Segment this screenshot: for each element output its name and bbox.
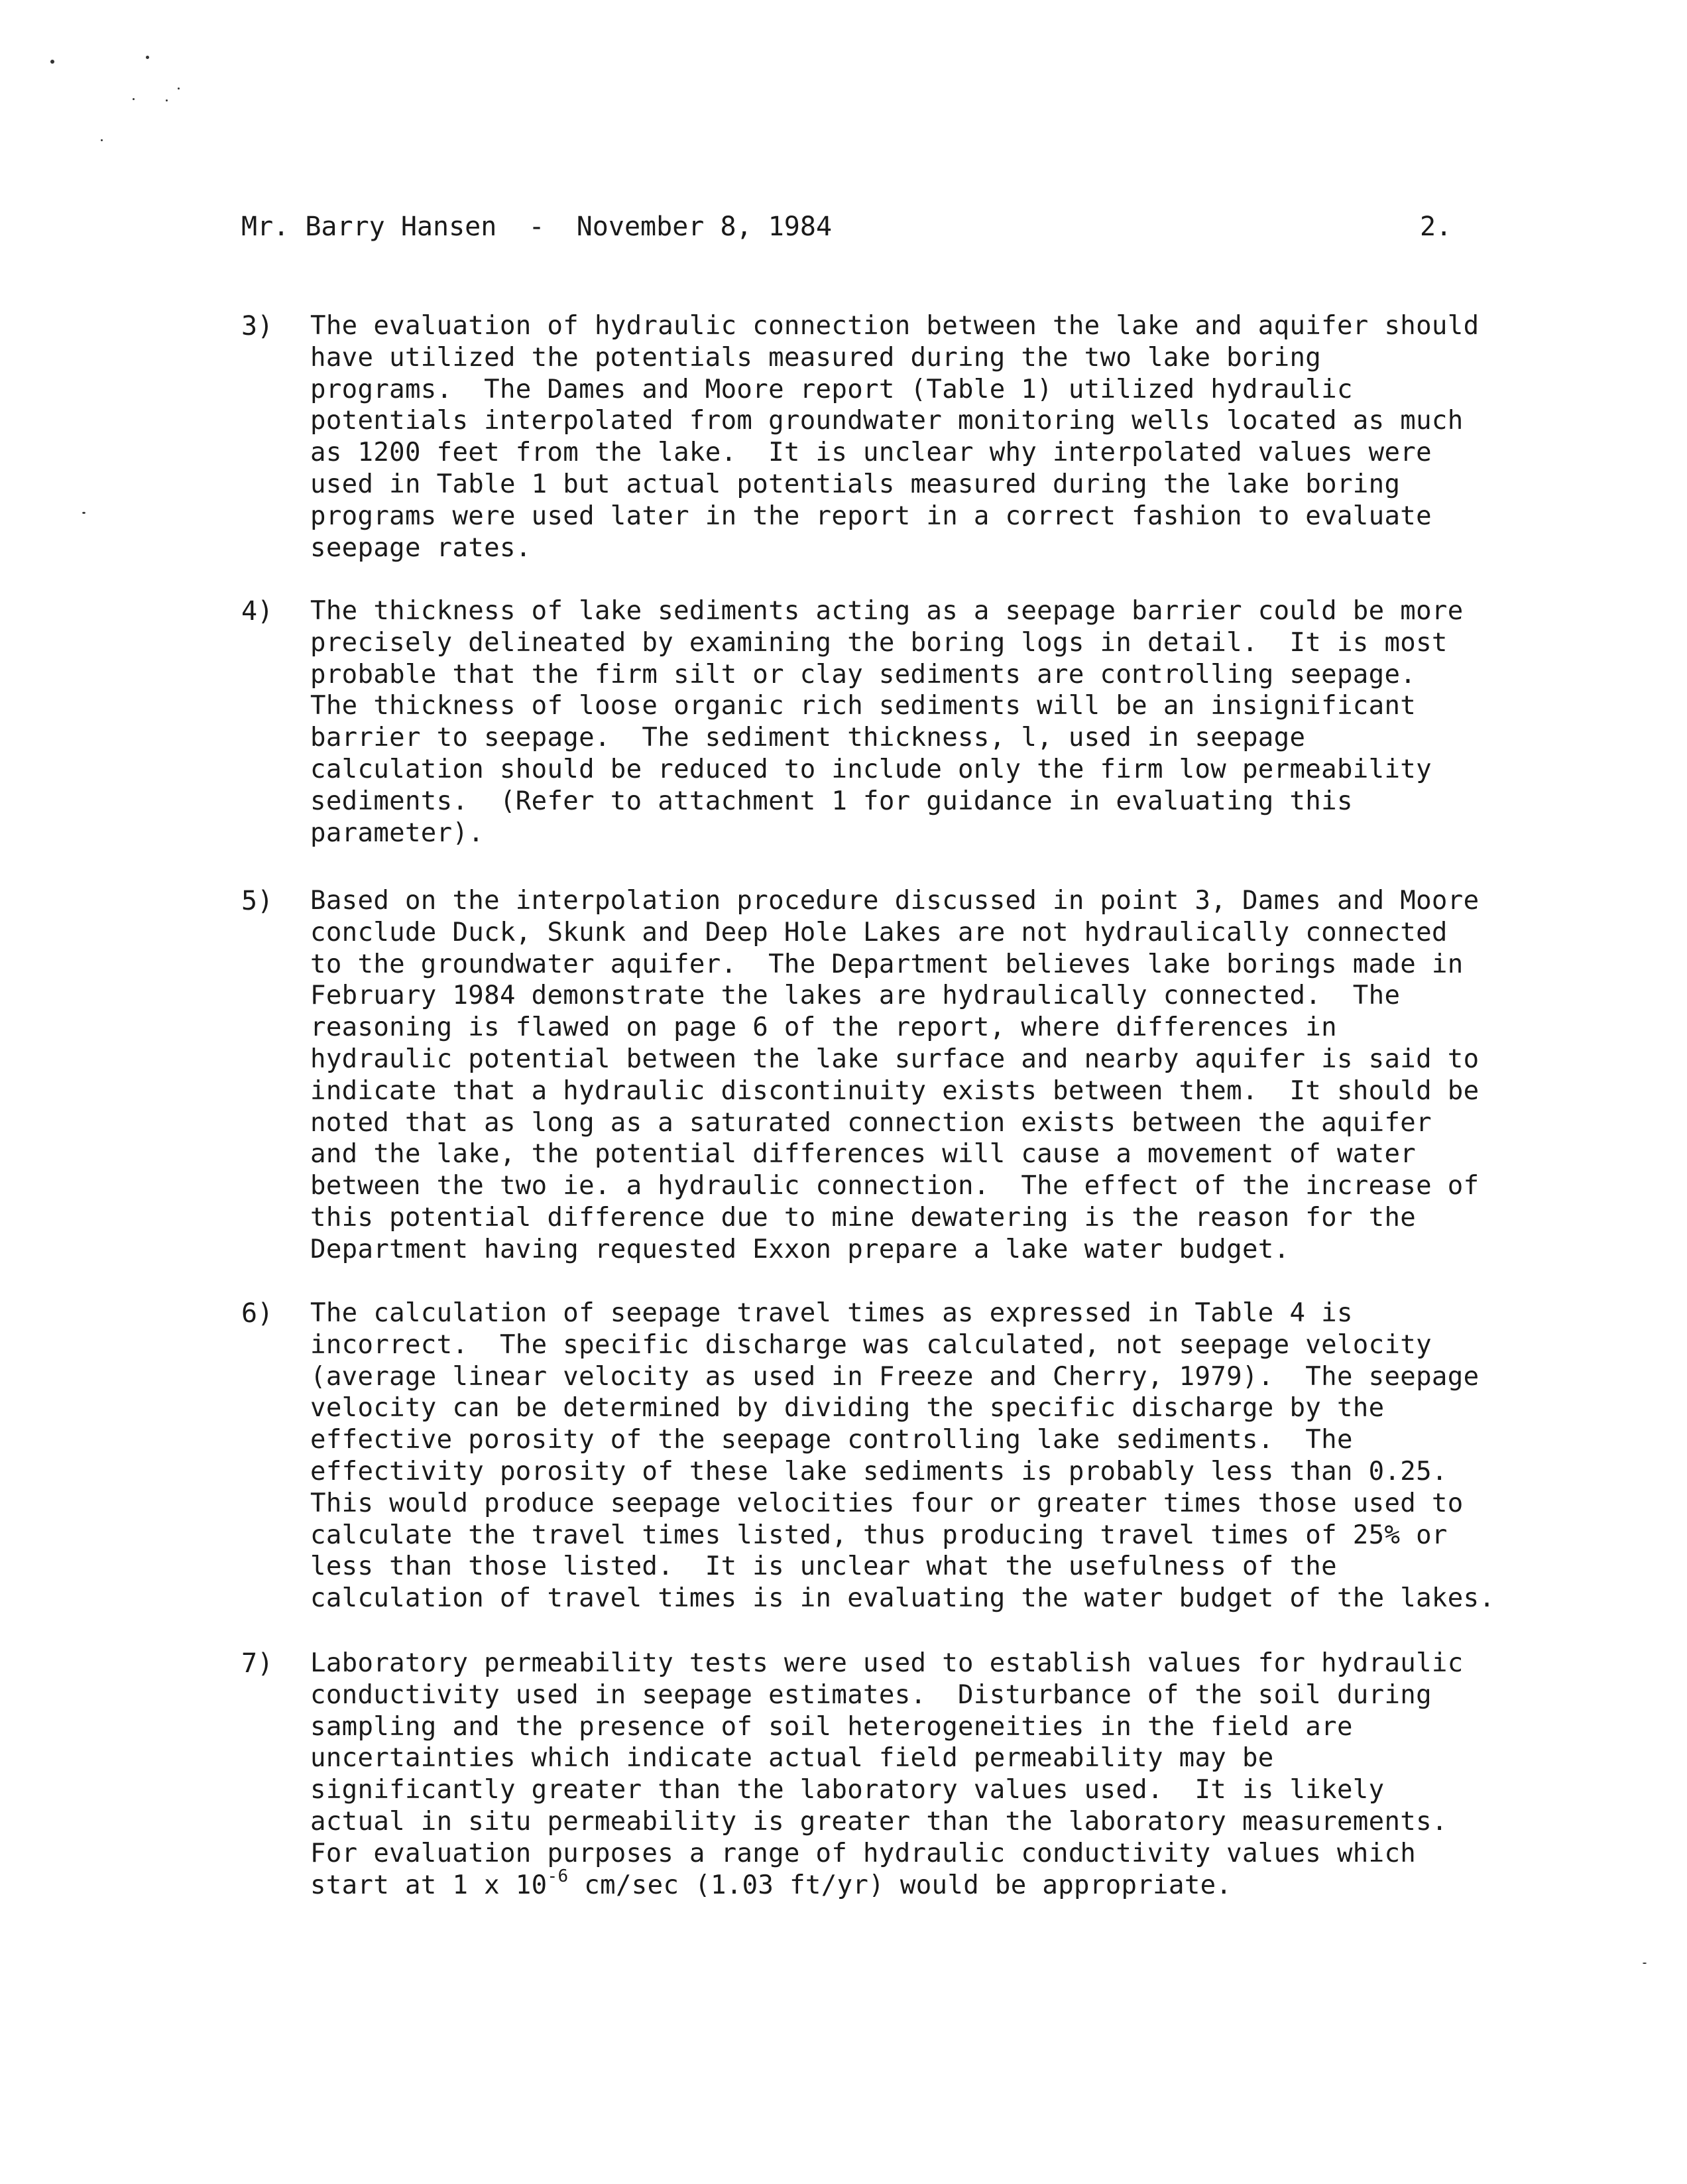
item-text [310, 1648, 1464, 1901]
text-line: hydraulic potential between the lake surface and nearby aquifer is said to [310, 1044, 1480, 1074]
item-number: 4) [241, 596, 274, 627]
text-line: as 1200 feet from the lake. It is unclear why interpolated values were [310, 438, 1432, 468]
text-line: effectivity porosity of these lake sediments is probably less than 0.25. [310, 1456, 1448, 1486]
text-line: The evaluation of hydraulic connection between the lake and aquifer should [310, 311, 1480, 341]
text-before-exponent: start at 1 x 10 [310, 1870, 548, 1900]
text-line: less than those listed. It is unclear what the usefulness of the [310, 1551, 1337, 1582]
text-line: calculation should be reduced to include only the firm low permeability [310, 754, 1432, 784]
text-line: sampling and the presence of soil heterogeneities in the field are [310, 1711, 1353, 1742]
item-text [310, 1298, 1495, 1614]
letter-header: Mr. Barry Hansen - November 8, 1984 [241, 212, 833, 242]
scan-speck [1643, 1963, 1647, 1964]
text-line: seepage rates. [310, 532, 532, 563]
text-line: The thickness of loose organic rich sediments will be an insignificant [310, 691, 1417, 721]
item-text [310, 595, 1464, 849]
text-line: reasoning is flawed on page 6 of the report, where differences in [310, 1012, 1337, 1043]
text-line: this potential difference due to mine dewatering is the reason for the [310, 1202, 1417, 1233]
text-line: (average linear velocity as used in Freeze and Cherry, 1979). The seepage [310, 1361, 1480, 1392]
text-line: and the lake, the potential differences will cause a movement of water [310, 1139, 1417, 1170]
text-line: indicate that a hydraulic discontinuity exists between them. It should be [310, 1075, 1480, 1106]
text-line: conductivity used in seepage estimates. Disturbance of the soil during [310, 1679, 1432, 1710]
text-line: effective porosity of the seepage controlling lake sediments. The [310, 1425, 1353, 1455]
text-line: have utilized the potentials measured during the two lake boring [310, 342, 1322, 373]
text-line: This would produce seepage velocities four or greater times those used to [310, 1488, 1464, 1518]
text-line: February 1984 demonstrate the lakes are hydraulically connected. The [310, 981, 1401, 1011]
item-text [310, 885, 1479, 1266]
page-number: 2. [1420, 212, 1452, 242]
item-number: 5) [241, 886, 274, 916]
text-line: used in Table 1 but actual potentials measured during the lake boring [310, 469, 1401, 499]
text-line-with-exponent [310, 1866, 1464, 1902]
text-line: actual in situ permeability is greater than the laboratory measurements. [310, 1806, 1448, 1837]
scan-speck [101, 139, 103, 141]
text-line: programs. The Dames and Moore report (Table 1) utilized hydraulic [310, 374, 1353, 404]
text-line: between the two ie. a hydraulic connection. The effect of the increase of [310, 1171, 1480, 1201]
text-line: The calculation of seepage travel times as expressed in Table 4 is [310, 1298, 1353, 1328]
text-line: precisely delineated by examining the boring logs in detail. It is most [310, 627, 1448, 658]
scan-speck [166, 99, 168, 101]
text-line: incorrect. The specific discharge was calculated, not seepage velocity [310, 1329, 1432, 1360]
item-number: 6) [241, 1298, 274, 1329]
scan-speck [146, 56, 149, 59]
text-line: uncertainties which indicate actual field permeability may be [310, 1743, 1274, 1774]
scan-speck [133, 98, 135, 100]
text-line: potentials interpolated from groundwater monitoring wells located as much [310, 406, 1464, 436]
scan-speck [178, 88, 180, 90]
text-line: Based on the interpolation procedure discussed in point 3, Dames and Moore [310, 886, 1480, 916]
text-line: calculate the travel times listed, thus producing travel times of 25% or [310, 1520, 1448, 1550]
text-line: For evaluation purposes a range of hydraulic conductivity values which [310, 1838, 1417, 1868]
exponent: -6 [547, 1866, 569, 1886]
text-line: probable that the firm silt or clay sediments are controlling seepage. [310, 659, 1417, 690]
text-line: noted that as long as a saturated connection exists between the aquifer [310, 1107, 1432, 1138]
text-line: sediments. (Refer to attachment 1 for guidance in evaluating this [310, 786, 1353, 816]
text-line: calculation of travel times is in evaluating the water budget of the lakes. [310, 1583, 1495, 1614]
text-line: programs were used later in the report in a correct fashion to evaluate [310, 501, 1432, 531]
scan-speck [50, 60, 54, 64]
item-text [310, 310, 1479, 564]
text-line: parameter). [310, 818, 485, 848]
text-line: velocity can be determined by dividing the specific discharge by the [310, 1393, 1385, 1424]
item-number: 7) [241, 1648, 274, 1679]
text-line: Laboratory permeability tests were used to establish values for hydraulic [310, 1648, 1464, 1678]
text-line: The thickness of lake sediments acting as a seepage barrier could be more [310, 596, 1464, 626]
text-line: barrier to seepage. The sediment thickness, l, used in seepage [310, 723, 1306, 753]
text-line: Department having requested Exxon prepare a lake water budget. [310, 1234, 1290, 1264]
item-number: 3) [241, 311, 274, 341]
text-line: to the groundwater aquifer. The Department believes lake borings made in [310, 949, 1464, 979]
text-line: significantly greater than the laboratory values used. It is likely [310, 1775, 1385, 1805]
text-after-exponent: cm/sec (1.03 ft/yr) would be appropriate. [568, 1870, 1232, 1900]
scan-speck [82, 512, 86, 514]
text-line: conclude Duck, Skunk and Deep Hole Lakes are not hydraulically connected [310, 917, 1448, 947]
